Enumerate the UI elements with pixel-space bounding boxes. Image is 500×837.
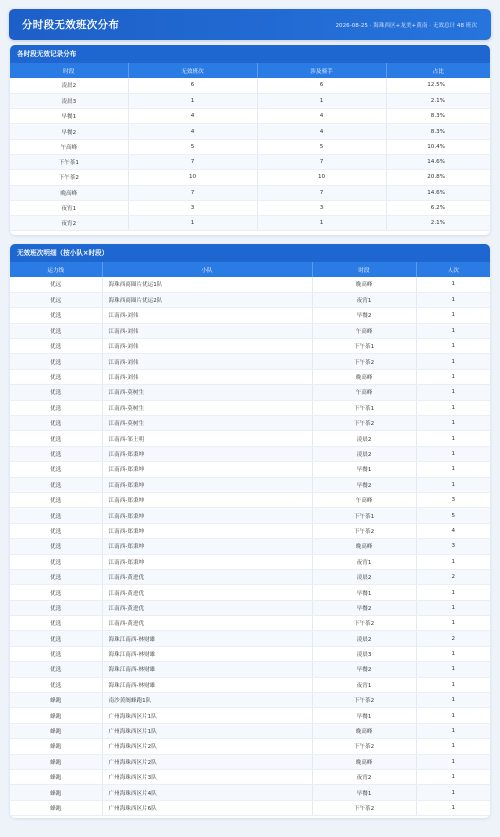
riders-cell: 7: [257, 185, 386, 200]
invalid-shifts-cell: 10: [128, 170, 257, 185]
count-cell: 1: [416, 431, 490, 446]
time-slot-cell: 早餐2: [312, 477, 416, 492]
capacity-line-cell: 优选: [10, 385, 102, 400]
column-header: 时段: [312, 262, 416, 277]
count-cell: 1: [416, 292, 490, 307]
team-cell: 江南西-黄进优: [102, 616, 312, 631]
time-slot-cell: 夜宵2: [312, 770, 416, 785]
time-slot-cell: 午高峰: [312, 492, 416, 507]
count-cell: 1: [416, 354, 490, 369]
report-meta: 2026-08-25 · 海珠西区+龙美+黄南 · 无效总计 48 班次: [335, 22, 477, 29]
summary-table-body: [10, 78, 490, 231]
time-slot-cell: 早餐1: [312, 785, 416, 800]
column-header: 时段: [10, 63, 128, 78]
time-slot-cell: 早餐1: [312, 708, 416, 723]
count-cell: 2: [416, 631, 490, 646]
team-cell: 广州海珠西区片3队: [102, 770, 312, 785]
time-slot-cell: 夜宵2: [10, 216, 128, 231]
capacity-line-cell: 优选: [10, 600, 102, 615]
capacity-line-cell: 蜂跑: [10, 754, 102, 769]
capacity-line-cell: 蜂跑: [10, 785, 102, 800]
count-cell: 5: [416, 508, 490, 523]
invalid-shifts-cell: 5: [128, 139, 257, 154]
count-cell: 1: [416, 739, 490, 754]
count-cell: 1: [416, 616, 490, 631]
team-cell: 海珠西商圈片优运2队: [102, 292, 312, 307]
table-row: [10, 523, 490, 538]
count-cell: 1: [416, 708, 490, 723]
time-slot-cell: 晚高峰: [312, 277, 416, 292]
count-cell: 1: [416, 785, 490, 800]
capacity-line-cell: 优选: [10, 616, 102, 631]
capacity-line-cell: 优选: [10, 354, 102, 369]
riders-cell: 4: [257, 109, 386, 124]
invalid-shifts-cell: 1: [128, 216, 257, 231]
team-cell: 广州海珠西区片1队: [102, 708, 312, 723]
table-row: [10, 78, 490, 93]
time-slot-cell: 早餐1: [10, 109, 128, 124]
table-row: [10, 677, 490, 692]
capacity-line-cell: 优远: [10, 277, 102, 292]
count-cell: 1: [416, 369, 490, 384]
count-cell: 1: [416, 770, 490, 785]
riders-cell: 3: [257, 200, 386, 215]
table-row: [10, 508, 490, 523]
count-cell: 3: [416, 492, 490, 507]
time-slot-cell: 下午茶1: [312, 400, 416, 415]
count-cell: 1: [416, 400, 490, 415]
time-slot-cell: 夜宵1: [312, 677, 416, 692]
team-cell: 江南西-郑秉坤: [102, 492, 312, 507]
team-cell: 江南西-刘伟: [102, 308, 312, 323]
time-slot-cell: 晚高峰: [312, 369, 416, 384]
capacity-line-cell: 蜂跑: [10, 693, 102, 708]
time-slot-cell: 晚高峰: [312, 754, 416, 769]
time-slot-cell: 下午茶1: [312, 508, 416, 523]
invalid-shifts-cell: 3: [128, 200, 257, 215]
time-slot-cell: 早餐2: [10, 124, 128, 139]
detail-card: [10, 244, 490, 818]
time-slot-cell: 下午茶2: [312, 693, 416, 708]
capacity-line-cell: 蜂跑: [10, 770, 102, 785]
time-slot-cell: 下午茶1: [10, 154, 128, 169]
capacity-line-cell: 优选: [10, 323, 102, 338]
team-cell: 广州海珠西区片4队: [102, 785, 312, 800]
time-slot-cell: 凌晨2: [312, 431, 416, 446]
capacity-line-cell: 优选: [10, 369, 102, 384]
table-row: [10, 708, 490, 723]
capacity-line-cell: 优选: [10, 631, 102, 646]
count-cell: 1: [416, 416, 490, 431]
time-slot-cell: 早餐2: [312, 662, 416, 677]
invalid-shifts-cell: 4: [128, 109, 257, 124]
team-cell: 江南西-莫树生: [102, 416, 312, 431]
table-row: [10, 693, 490, 708]
team-cell: 广州海珠西区片6队: [102, 800, 312, 815]
capacity-line-cell: 优远: [10, 292, 102, 307]
table-row: [10, 492, 490, 507]
time-slot-cell: 晚高峰: [312, 539, 416, 554]
team-cell: 海珠江南西-林财雄: [102, 662, 312, 677]
count-cell: 4: [416, 523, 490, 538]
time-slot-cell: 凌晨2: [312, 446, 416, 461]
table-row: [10, 800, 490, 815]
riders-cell: 6: [257, 78, 386, 93]
column-header: 占比: [386, 63, 490, 78]
capacity-line-cell: 优选: [10, 539, 102, 554]
percent-cell: 8.3%: [386, 109, 490, 124]
table-row: [10, 93, 490, 108]
team-cell: 江南西-郑秉坤: [102, 554, 312, 569]
invalid-shifts-cell: 7: [128, 185, 257, 200]
table-row: [10, 616, 490, 631]
table-row: [10, 124, 490, 139]
riders-cell: 1: [257, 93, 386, 108]
summary-card-title: 各时段无效记录分布: [10, 45, 490, 63]
team-cell: 江南西-郑秉坤: [102, 508, 312, 523]
team-cell: 江南西-郑秉坤: [102, 523, 312, 538]
column-header: 涉及骑手: [257, 63, 386, 78]
table-row: [10, 308, 490, 323]
time-slot-cell: 下午茶2: [312, 616, 416, 631]
capacity-line-cell: 优选: [10, 400, 102, 415]
team-cell: 江南西-郑秉坤: [102, 539, 312, 554]
percent-cell: 2.1%: [386, 93, 490, 108]
capacity-line-cell: 优选: [10, 646, 102, 661]
count-cell: 3: [416, 539, 490, 554]
team-cell: 江南西-刘伟: [102, 369, 312, 384]
table-row: [10, 200, 490, 215]
count-cell: 1: [416, 677, 490, 692]
percent-cell: 14.6%: [386, 154, 490, 169]
percent-cell: 2.1%: [386, 216, 490, 231]
summary-header-row: [10, 63, 490, 78]
table-row: [10, 739, 490, 754]
count-cell: 1: [416, 693, 490, 708]
detail-card-title: 无效班次明细（按小队×时段）: [10, 244, 490, 262]
team-cell: 江南西-刘伟: [102, 339, 312, 354]
invalid-shifts-cell: 4: [128, 124, 257, 139]
team-cell: 江南西-黄进优: [102, 585, 312, 600]
team-cell: 江南西-邹土明: [102, 431, 312, 446]
table-row: [10, 662, 490, 677]
time-slot-cell: 早餐1: [312, 462, 416, 477]
count-cell: 1: [416, 462, 490, 477]
count-cell: 2: [416, 569, 490, 584]
percent-cell: 6.2%: [386, 200, 490, 215]
capacity-line-cell: 蜂跑: [10, 739, 102, 754]
table-row: [10, 585, 490, 600]
time-slot-cell: 下午茶2: [312, 523, 416, 538]
time-slot-cell: 凌晨3: [10, 93, 128, 108]
time-slot-cell: 夜宵1: [312, 292, 416, 307]
team-cell: 江南西-郑秉坤: [102, 446, 312, 461]
capacity-line-cell: 优选: [10, 569, 102, 584]
capacity-line-cell: 优选: [10, 416, 102, 431]
table-row: [10, 292, 490, 307]
summary-card: [10, 45, 490, 235]
count-cell: 1: [416, 339, 490, 354]
invalid-shifts-cell: 6: [128, 78, 257, 93]
time-slot-cell: 早餐2: [312, 600, 416, 615]
time-slot-cell: 凌晨2: [10, 78, 128, 93]
table-row: [10, 446, 490, 461]
count-cell: 1: [416, 308, 490, 323]
time-slot-cell: 下午茶1: [312, 339, 416, 354]
table-row: [10, 539, 490, 554]
count-cell: 1: [416, 477, 490, 492]
count-cell: 1: [416, 323, 490, 338]
time-slot-cell: 午高峰: [312, 323, 416, 338]
count-cell: 1: [416, 585, 490, 600]
column-header: 无效班次: [128, 63, 257, 78]
capacity-line-cell: 优选: [10, 308, 102, 323]
team-cell: 江南西-黄进优: [102, 600, 312, 615]
column-header: 人次: [416, 262, 490, 277]
column-header: 运力线: [10, 262, 102, 277]
time-slot-cell: 夜宵1: [312, 554, 416, 569]
page-title: 分时段无效班次分布: [22, 19, 120, 31]
team-cell: 海珠江南西-林财雄: [102, 631, 312, 646]
time-slot-cell: 早餐1: [312, 585, 416, 600]
page-header: [9, 9, 491, 40]
table-row: [10, 431, 490, 446]
percent-cell: 20.8%: [386, 170, 490, 185]
capacity-line-cell: 优选: [10, 462, 102, 477]
time-slot-cell: 夜宵1: [10, 200, 128, 215]
table-row: [10, 185, 490, 200]
time-slot-cell: 午高峰: [312, 385, 416, 400]
team-cell: 江南西-莫树生: [102, 400, 312, 415]
capacity-line-cell: 蜂跑: [10, 723, 102, 738]
team-cell: 江南西-黄进优: [102, 569, 312, 584]
capacity-line-cell: 优选: [10, 585, 102, 600]
team-cell: 江南西-刘伟: [102, 354, 312, 369]
column-header: 小队: [102, 262, 312, 277]
team-cell: 海珠西商圈片优运1队: [102, 277, 312, 292]
team-cell: 江南西-郑秉坤: [102, 477, 312, 492]
table-row: [10, 277, 490, 292]
count-cell: 1: [416, 754, 490, 769]
table-row: [10, 385, 490, 400]
time-slot-cell: 凌晨2: [312, 569, 416, 584]
table-row: [10, 139, 490, 154]
team-cell: 广州海珠西区片1队: [102, 723, 312, 738]
table-row: [10, 462, 490, 477]
table-row: [10, 400, 490, 415]
table-row: [10, 600, 490, 615]
team-cell: 海珠江南西-林财雄: [102, 646, 312, 661]
riders-cell: 5: [257, 139, 386, 154]
riders-cell: 10: [257, 170, 386, 185]
detail-table: [10, 262, 490, 816]
table-row: [10, 646, 490, 661]
time-slot-cell: 凌晨3: [312, 646, 416, 661]
riders-cell: 4: [257, 124, 386, 139]
count-cell: 1: [416, 662, 490, 677]
table-row: [10, 754, 490, 769]
table-row: [10, 323, 490, 338]
time-slot-cell: 晚高峰: [10, 185, 128, 200]
table-row: [10, 477, 490, 492]
time-slot-cell: 早餐2: [312, 308, 416, 323]
capacity-line-cell: 优选: [10, 508, 102, 523]
team-cell: 江南西-郑秉坤: [102, 462, 312, 477]
table-row: [10, 770, 490, 785]
table-row: [10, 416, 490, 431]
table-row: [10, 154, 490, 169]
table-row: [10, 109, 490, 124]
count-cell: 1: [416, 446, 490, 461]
team-cell: 南沙黄阁蜂跑1队: [102, 693, 312, 708]
count-cell: 1: [416, 723, 490, 738]
count-cell: 1: [416, 600, 490, 615]
team-cell: 海珠江南西-林财雄: [102, 677, 312, 692]
capacity-line-cell: 优选: [10, 677, 102, 692]
table-row: [10, 723, 490, 738]
time-slot-cell: 下午茶2: [312, 354, 416, 369]
invalid-shifts-cell: 7: [128, 154, 257, 169]
table-row: [10, 631, 490, 646]
detail-table-body: [10, 277, 490, 816]
count-cell: 1: [416, 800, 490, 815]
percent-cell: 12.5%: [386, 78, 490, 93]
capacity-line-cell: 蜂跑: [10, 800, 102, 815]
table-row: [10, 170, 490, 185]
count-cell: 1: [416, 554, 490, 569]
table-row: [10, 785, 490, 800]
capacity-line-cell: 优选: [10, 554, 102, 569]
time-slot-cell: 午高峰: [10, 139, 128, 154]
count-cell: 1: [416, 385, 490, 400]
invalid-shifts-cell: 1: [128, 93, 257, 108]
capacity-line-cell: 优选: [10, 662, 102, 677]
table-row: [10, 569, 490, 584]
team-cell: 广州海珠西区片2队: [102, 739, 312, 754]
summary-table: [10, 63, 490, 231]
capacity-line-cell: 优选: [10, 339, 102, 354]
count-cell: 1: [416, 646, 490, 661]
time-slot-cell: 下午茶2: [312, 739, 416, 754]
team-cell: 江南西-莫树生: [102, 385, 312, 400]
capacity-line-cell: 优选: [10, 477, 102, 492]
capacity-line-cell: 蜂跑: [10, 708, 102, 723]
capacity-line-cell: 优选: [10, 431, 102, 446]
table-row: [10, 354, 490, 369]
percent-cell: 8.3%: [386, 124, 490, 139]
team-cell: 广州海珠西区片2队: [102, 754, 312, 769]
capacity-line-cell: 优选: [10, 523, 102, 538]
riders-cell: 1: [257, 216, 386, 231]
table-row: [10, 369, 490, 384]
percent-cell: 14.6%: [386, 185, 490, 200]
detail-header-row: [10, 262, 490, 277]
time-slot-cell: 晚高峰: [312, 723, 416, 738]
count-cell: 1: [416, 277, 490, 292]
table-row: [10, 339, 490, 354]
table-row: [10, 216, 490, 231]
table-row: [10, 554, 490, 569]
time-slot-cell: 凌晨2: [312, 631, 416, 646]
capacity-line-cell: 优选: [10, 446, 102, 461]
riders-cell: 7: [257, 154, 386, 169]
capacity-line-cell: 优选: [10, 492, 102, 507]
time-slot-cell: 下午茶2: [10, 170, 128, 185]
team-cell: 江南西-刘伟: [102, 323, 312, 338]
time-slot-cell: 下午茶2: [312, 800, 416, 815]
percent-cell: 10.4%: [386, 139, 490, 154]
time-slot-cell: 下午茶2: [312, 416, 416, 431]
